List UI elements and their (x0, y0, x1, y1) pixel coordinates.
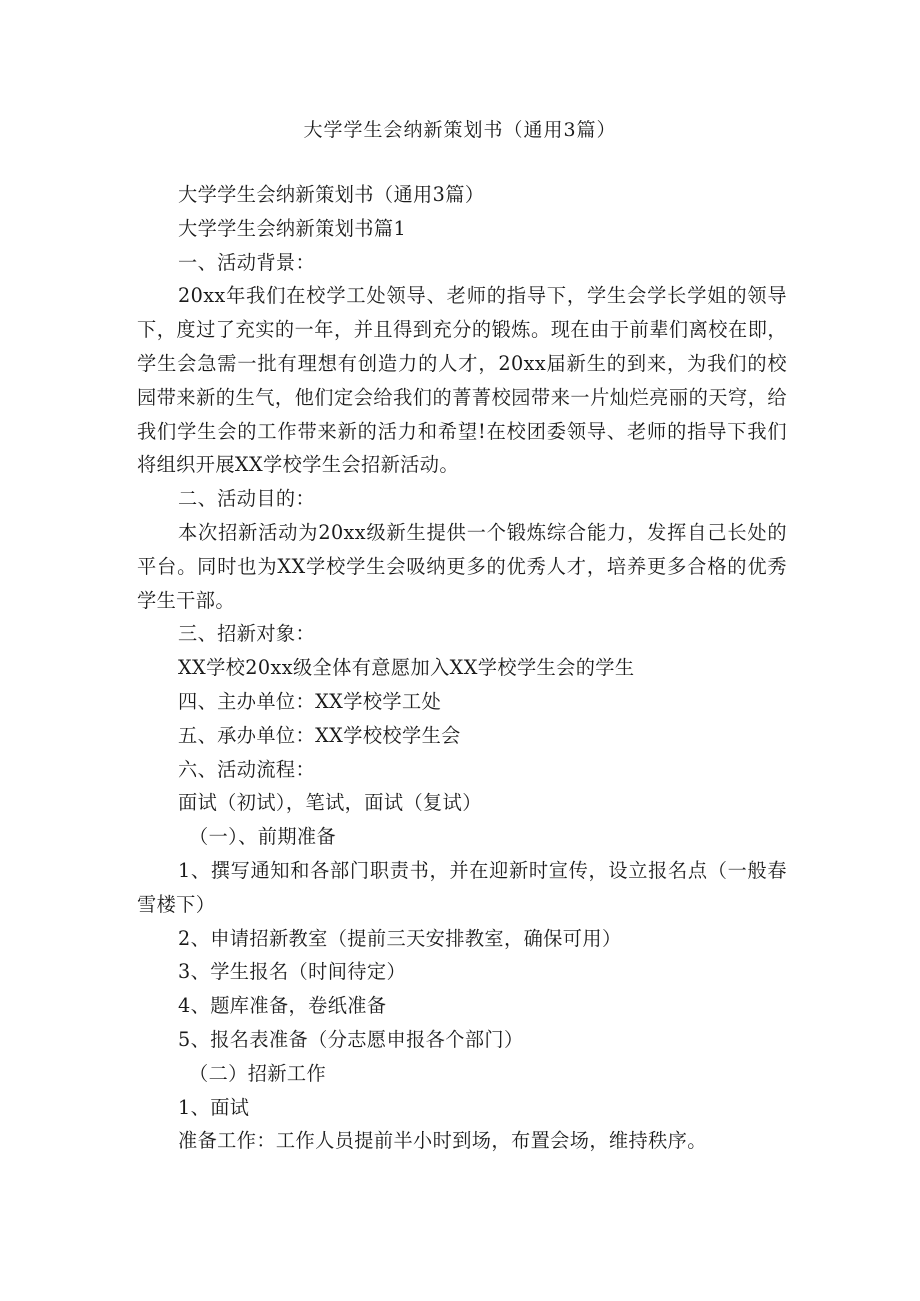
organizer-paragraph: 四、主办单位：XX学校学工处 (178, 689, 442, 713)
executor-paragraph: 五、承办单位：XX学校校学生会 (178, 723, 461, 747)
subsection-heading-recruiting: （二）招新工作 (189, 1061, 327, 1085)
chapter-heading: 大学学生会纳新策划书篇1 (178, 216, 407, 240)
section-heading-background: 一、活动背景： (178, 250, 316, 274)
document-title: 大学学生会纳新策划书（通用3篇） (303, 119, 617, 141)
section-heading-purpose: 二、活动目的： (178, 487, 316, 511)
purpose-paragraph: 本次招新活动为20xx级新生提供一个锻炼综合能力，发挥自己长处的平台。同时也为XX学校学生会吸纳更多的优秀人才，培养更多合格的优秀学生干部。 (137, 520, 787, 612)
background-paragraph: 20xx年我们在校学工处领导、老师的指导下，学生会学长学姐的领导下，度过了充实的一年，并且得到充分的锻炼。现在由于前辈们离校在即，学生会急需一批有理想有创造力的人才，20xx届新生的到来，为我们的校园带来新的生气，他们定会给我们的菁菁校园带来一片灿烂亮丽的天穹，给我们学生会的工作带来新的活力和希望!在校团委领导、老师的指导下我们将组织开展XX学校学生会招新活动。 (137, 284, 787, 477)
process-paragraph: 面试（初试），笔试，面试（复试） (178, 791, 482, 815)
subsection-heading-preparation: （一）、前期准备 (189, 825, 337, 849)
preparation-paragraph: 准备工作：工作人员提前半小时到场，布置会场，维持秩序。 (178, 1129, 707, 1153)
section-heading-process: 六、活动流程： (178, 757, 316, 781)
list-item: 2、申请招新教室（提前三天安排教室，确保可用） (178, 926, 622, 950)
list-item: 5、报名表准备（分志愿申报各个部门） (178, 1027, 524, 1051)
list-item: 1、撰写通知和各部门职责书，并在迎新时宣传，设立报名点（一般春雪楼下） (137, 858, 787, 916)
list-item: 3、学生报名（时间待定） (178, 960, 407, 984)
list-item: 4、题库准备，卷纸准备 (178, 994, 387, 1018)
document-body (137, 178, 787, 1158)
list-item: 1、面试 (178, 1095, 250, 1119)
target-paragraph: XX学校20xx级全体有意愿加入XX学校学生会的学生 (178, 656, 635, 680)
section-heading-target: 三、招新对象： (178, 622, 316, 646)
subtitle-paragraph: 大学学生会纳新策划书（通用3篇） (178, 183, 485, 206)
